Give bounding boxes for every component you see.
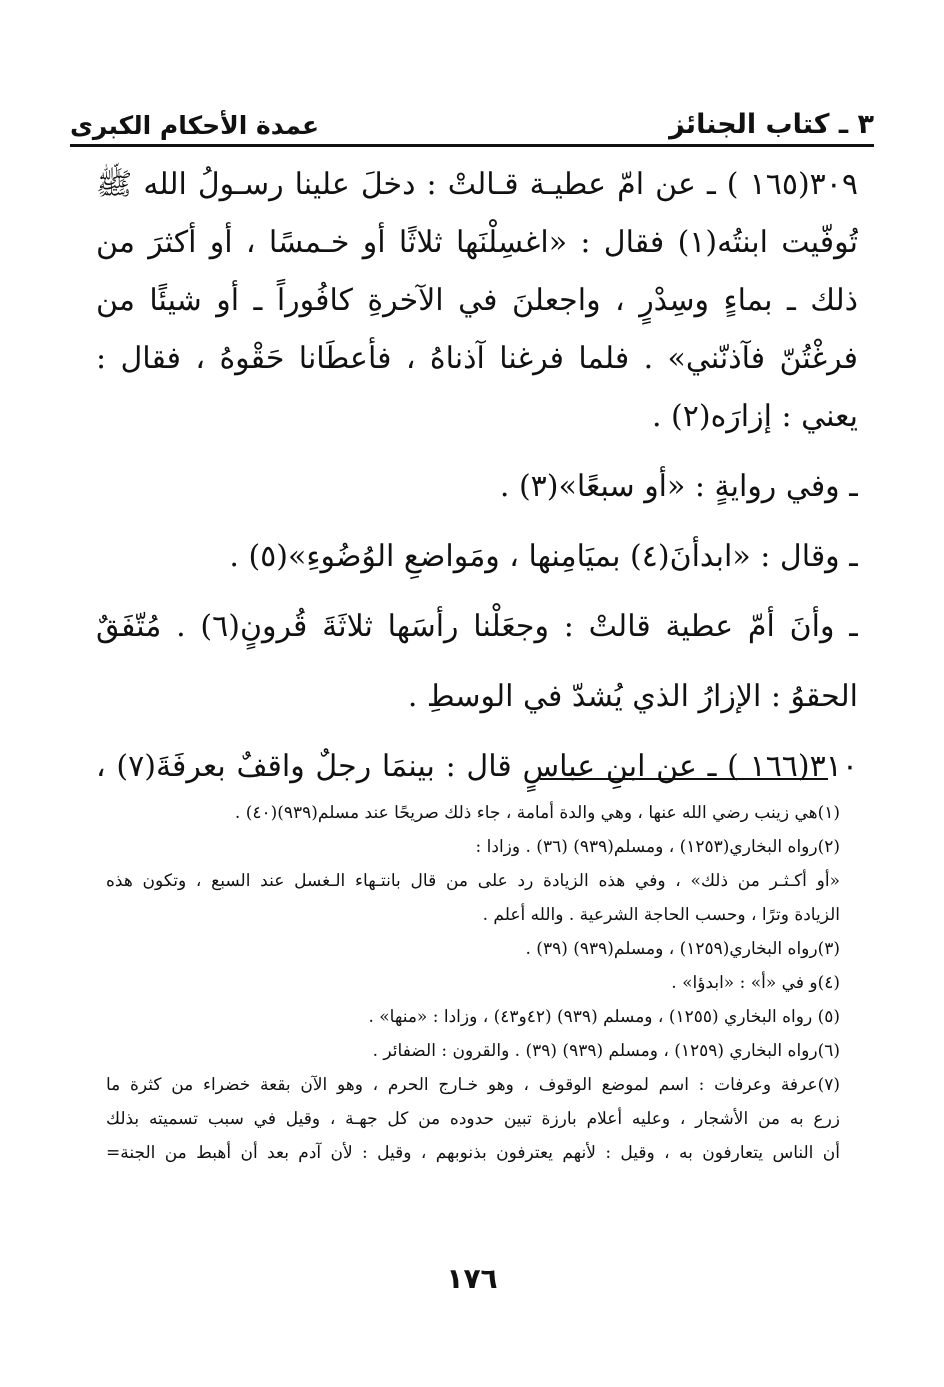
definition-haqw: الحقوُ : الإزارُ الذي يُشدّ في الوسطِ . xyxy=(407,679,858,714)
hadith-309-line-1: ٣٠٩(١٦٥ ) ـ عن امّ عطيـة قـالتْ : دخلَ علينا رسـولُ الله ﷺ xyxy=(96,167,858,202)
footnote-2: (٢)رواه البخاري(١٢٥٣) ، ومسلم(٩٣٩) (٣٦) . وزادا : xyxy=(475,837,840,857)
page-number: ١٧٦ xyxy=(446,1262,498,1295)
main-text xyxy=(96,156,858,796)
footnote-2-cont-1: «أو أكـثـر من ذلك» ، وفي هذه الزيادة رد على من قال بانتـهاء الـغسل عند السبع ، وتكون هذه xyxy=(106,871,840,891)
footnote-7-cont-2: أن الناس يتعارفون به ، وقيل : لأنهم يعترفون بذنوبهم ، وقيل : لأن آدم بعد أن أهبط من الجنة= xyxy=(106,1143,840,1163)
variant-seven: ـ وفي روايةٍ : «أو سبعًا»(٣) . xyxy=(499,469,858,504)
footnote-3: (٣)رواه البخاري(١٢٥٩) ، ومسلم(٩٣٩) (٣٩) . xyxy=(525,939,840,959)
footnote-1: (١)هي زينب رضي الله عنها ، وهي والدة أمامة ، جاء ذلك صريحًا عند مسلم(٩٣٩)(٤٠) . xyxy=(234,803,840,823)
footnote-4: (٤)و في «أ» : «ابدؤا» . xyxy=(671,973,840,993)
footnote-7: (٧)عرفة وعرفات : اسم لموضع الوقوف ، وهو خـارج الحرم ، وهو الآن بقعة خضراء من كثرة ما xyxy=(106,1075,840,1095)
chapter-title: ٣ ـ كتاب الجنائز xyxy=(669,109,874,140)
footnote-5: (٥) رواه البخاري (١٢٥٥) ، ومسلم (٩٣٩) (٤٢و٤٣) ، وزادا : «منها» . xyxy=(368,1007,840,1027)
hadith-309-line-3: ذلك ـ بماءٍ وسِدْرٍ ، واجعلنَ في الآخرةِ كافُوراً ـ أو شيئًا من xyxy=(96,283,858,318)
footnote-2-cont-2: الزيادة وترًا ، وحسب الحاجة الشرعية . والله أعلم . xyxy=(482,905,840,925)
footnote-separator xyxy=(540,778,828,780)
book-title: عمدة الأحكام الكبرى xyxy=(70,111,320,140)
variant-three-braids: ـ وأنَ أمّ عطية قالتْ : وجعَلْنا رأسَها ثلاثَةَ قُرونٍ(٦) . مُتّفَقٌ xyxy=(96,609,858,644)
hadith-309-line-5: يعني : إزارَه(٢) . xyxy=(651,399,858,434)
hadith-310-line-1: ٣١٠(١٦٦ ) ـ عن ابنِ عباسٍ قال : بينمَا رجلٌ واقفٌ بعرفَةَ(٧) ، xyxy=(96,749,858,784)
footnote-7-cont-1: زرع به من الأشجار ، وعليه أعلام بارزة تبين حدوده من كل جهـة ، وقيل في سبب تسميته بذلك xyxy=(106,1109,840,1129)
variant-right-side: ـ وقال : «ابدأنَ(٤) بميَامِنها ، ومَواضعِ الوُضُوءِ»(٥) . xyxy=(229,539,858,574)
footnote-6: (٦)رواه البخاري (١٢٥٩) ، ومسلم (٩٣٩) (٣٩) . والقرون : الضفائر . xyxy=(372,1041,840,1061)
running-header xyxy=(70,96,874,147)
hadith-309-line-4: فرغْتُنّ فآذنّني» . فلما فرغنا آذناهُ ، فأعطَانا حَقْوهُ ، فقال : xyxy=(96,341,858,376)
footnotes xyxy=(106,796,840,1170)
hadith-309-line-2: تُوفّيت ابنتُه(١) فقال : «اغسِلْنَها ثلاثًا أو خـمسًا ، أو أكثرَ من xyxy=(96,225,858,260)
